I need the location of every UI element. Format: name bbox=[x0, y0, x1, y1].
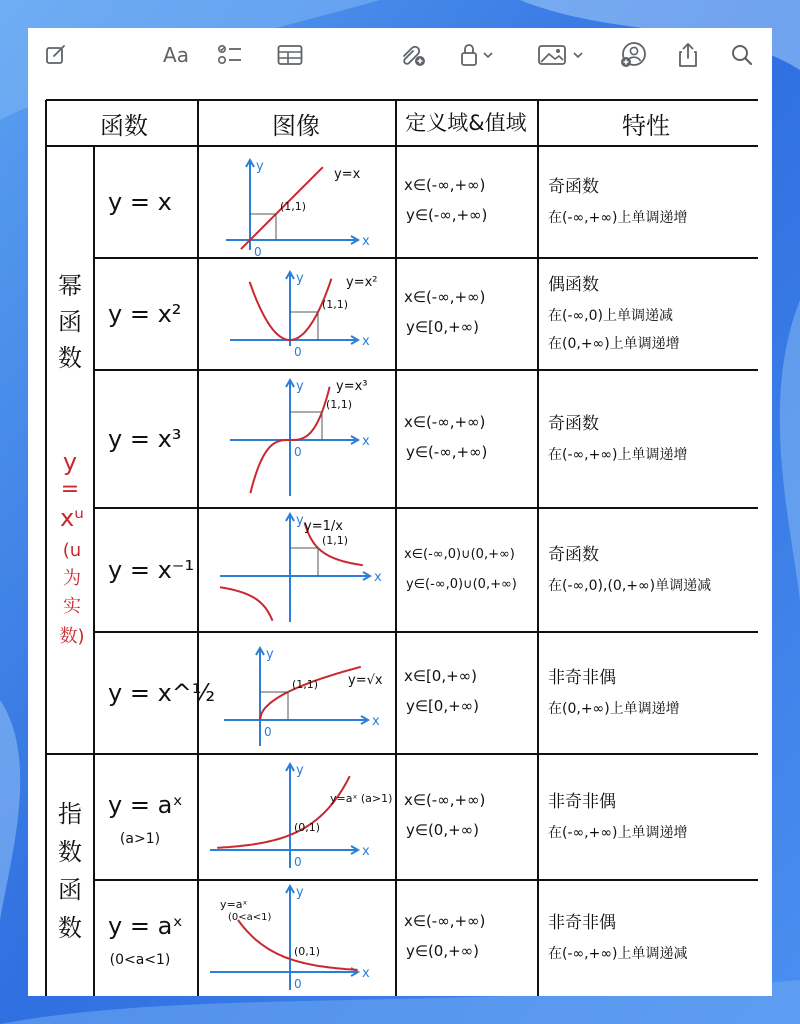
power-note-5: 为 bbox=[63, 568, 81, 589]
parity-text: 非奇非偶 bbox=[548, 913, 616, 933]
origin-label: 0 bbox=[294, 445, 302, 459]
domain-text: x∈[0,+∞) bbox=[404, 667, 478, 685]
x-axis-label: x bbox=[362, 334, 370, 349]
parity-text: 非奇非偶 bbox=[548, 792, 616, 812]
domain-text: x∈(-∞,0)∪(0,+∞) bbox=[404, 547, 515, 562]
function-graph bbox=[226, 159, 370, 259]
function-graph bbox=[220, 513, 382, 622]
curve-label: y=1/x bbox=[304, 519, 343, 534]
exp-group-label bbox=[58, 800, 82, 942]
parity-text: 奇函数 bbox=[548, 177, 599, 197]
text-format-label: Aa bbox=[163, 43, 189, 67]
curve-label: y=x³ bbox=[336, 379, 368, 394]
monotonicity-text: 在(0,+∞)上单调递增 bbox=[548, 336, 680, 352]
range-text: y∈(0,+∞) bbox=[406, 821, 480, 839]
curve-label: y=aˣ (a>1) bbox=[330, 792, 393, 805]
origin-label: 0 bbox=[294, 855, 302, 869]
point-label: (0,1) bbox=[294, 821, 321, 834]
y-axis-label: y bbox=[256, 159, 264, 174]
monotonicity-text: 在(-∞,0)上单调递减 bbox=[548, 308, 673, 324]
power-note-1: y bbox=[62, 448, 78, 476]
curve-label-condition: (0<a<1) bbox=[228, 912, 272, 923]
origin-label: 0 bbox=[294, 977, 302, 991]
x-axis-label: x bbox=[362, 844, 370, 859]
function-condition: (a>1) bbox=[119, 831, 161, 847]
function-table bbox=[28, 28, 772, 996]
monotonicity-text: 在(-∞,+∞)上单调递增 bbox=[548, 210, 688, 226]
curve-branch-left bbox=[220, 587, 273, 621]
power-note-3: xᵘ bbox=[60, 504, 84, 532]
header-graph: 图像 bbox=[272, 112, 320, 140]
y-axis-label: y bbox=[296, 763, 304, 778]
origin-label: 0 bbox=[254, 245, 262, 259]
curve-label: y=√x bbox=[348, 673, 383, 688]
function-condition: (0<a<1) bbox=[109, 952, 171, 968]
origin-label: 0 bbox=[264, 725, 272, 739]
point-label: (1,1) bbox=[292, 678, 319, 691]
exp-label-2: 数 bbox=[58, 838, 82, 866]
monotonicity-text: 在(0,+∞)上单调递增 bbox=[548, 701, 680, 717]
power-note-6: 实 bbox=[63, 596, 81, 617]
point-label: (1,1) bbox=[280, 200, 307, 213]
x-axis-label: x bbox=[372, 714, 380, 729]
range-text: y∈(0,+∞) bbox=[406, 942, 480, 960]
range-text: y∈[0,+∞) bbox=[406, 318, 480, 336]
curve-label: y=x bbox=[334, 167, 361, 182]
function-formula: y = aˣ bbox=[108, 912, 183, 940]
power-group-label bbox=[58, 272, 82, 372]
parity-text: 偶函数 bbox=[548, 275, 599, 295]
x-axis-label: x bbox=[362, 966, 370, 981]
y-axis-label: y bbox=[296, 271, 304, 286]
curve-label: y=aˣ bbox=[220, 898, 248, 911]
table-row bbox=[108, 763, 687, 869]
table-row bbox=[108, 271, 680, 359]
point-label: (1,1) bbox=[322, 534, 349, 547]
y-axis-label: y bbox=[296, 513, 304, 528]
range-text: y∈(-∞,+∞) bbox=[406, 206, 488, 224]
function-graph bbox=[230, 271, 378, 359]
function-graph bbox=[224, 647, 383, 746]
table-row bbox=[108, 379, 687, 496]
domain-text: x∈(-∞,+∞) bbox=[404, 413, 486, 431]
origin-label: 0 bbox=[294, 345, 302, 359]
function-graph bbox=[210, 763, 392, 869]
point-guide bbox=[260, 692, 288, 720]
function-formula: y = x bbox=[108, 188, 172, 216]
function-graph bbox=[210, 885, 370, 991]
monotonicity-text: 在(-∞,+∞)上单调递增 bbox=[548, 825, 688, 841]
monotonicity-text: 在(-∞,+∞)上单调递减 bbox=[548, 946, 688, 962]
exp-label-3: 函 bbox=[58, 876, 82, 904]
function-graph bbox=[230, 379, 370, 496]
domain-text: x∈(-∞,+∞) bbox=[404, 176, 486, 194]
x-axis-label: x bbox=[362, 434, 370, 449]
table-row bbox=[108, 647, 680, 746]
curve bbox=[217, 776, 350, 848]
domain-text: x∈(-∞,+∞) bbox=[404, 912, 486, 930]
notes-window bbox=[28, 28, 772, 996]
power-note-7: 数) bbox=[59, 626, 85, 647]
parity-text: 非奇非偶 bbox=[548, 668, 616, 688]
function-formula: y = aˣ bbox=[108, 791, 183, 819]
curve bbox=[260, 667, 361, 720]
power-note-2: = bbox=[60, 477, 80, 502]
range-text: y∈[0,+∞) bbox=[406, 697, 480, 715]
power-label-2: 函 bbox=[58, 308, 82, 336]
exp-label-4: 数 bbox=[58, 914, 82, 942]
y-axis-label: y bbox=[296, 885, 304, 900]
y-axis-label: y bbox=[296, 379, 304, 394]
header-property: 特性 bbox=[622, 112, 670, 140]
range-text: y∈(-∞,+∞) bbox=[406, 443, 488, 461]
x-axis-label: x bbox=[374, 570, 382, 585]
domain-text: x∈(-∞,+∞) bbox=[404, 288, 486, 306]
table-row bbox=[108, 159, 687, 259]
power-note bbox=[59, 448, 84, 647]
curve-label: y=x² bbox=[346, 275, 378, 290]
point-label: (1,1) bbox=[322, 298, 349, 311]
function-formula: y = x³ bbox=[108, 425, 182, 453]
power-label-3: 数 bbox=[58, 344, 82, 372]
parity-text: 奇函数 bbox=[548, 545, 599, 565]
power-note-4: (u bbox=[62, 540, 82, 561]
monotonicity-text: 在(-∞,0),(0,+∞)单调递减 bbox=[548, 578, 712, 594]
function-formula: y = x⁻¹ bbox=[108, 556, 195, 584]
function-formula: y = x^½ bbox=[108, 679, 216, 707]
monotonicity-text: 在(-∞,+∞)上单调递增 bbox=[548, 447, 688, 463]
point-label: (0,1) bbox=[294, 945, 321, 958]
point-label: (1,1) bbox=[326, 398, 353, 411]
power-label-1: 幂 bbox=[58, 272, 82, 300]
table-row bbox=[108, 885, 687, 991]
point-guide bbox=[290, 312, 318, 340]
range-text: y∈(-∞,0)∪(0,+∞) bbox=[406, 577, 517, 592]
header-function: 函数 bbox=[100, 112, 148, 140]
function-formula: y = x² bbox=[108, 300, 182, 328]
parity-text: 奇函数 bbox=[548, 414, 599, 434]
x-axis-label: x bbox=[362, 234, 370, 249]
header-domain-range: 定义域&值域 bbox=[405, 111, 527, 135]
domain-text: x∈(-∞,+∞) bbox=[404, 791, 486, 809]
point-guide bbox=[290, 548, 318, 576]
table-grid bbox=[46, 100, 758, 996]
exp-label-1: 指 bbox=[58, 800, 82, 828]
y-axis-label: y bbox=[266, 647, 274, 662]
